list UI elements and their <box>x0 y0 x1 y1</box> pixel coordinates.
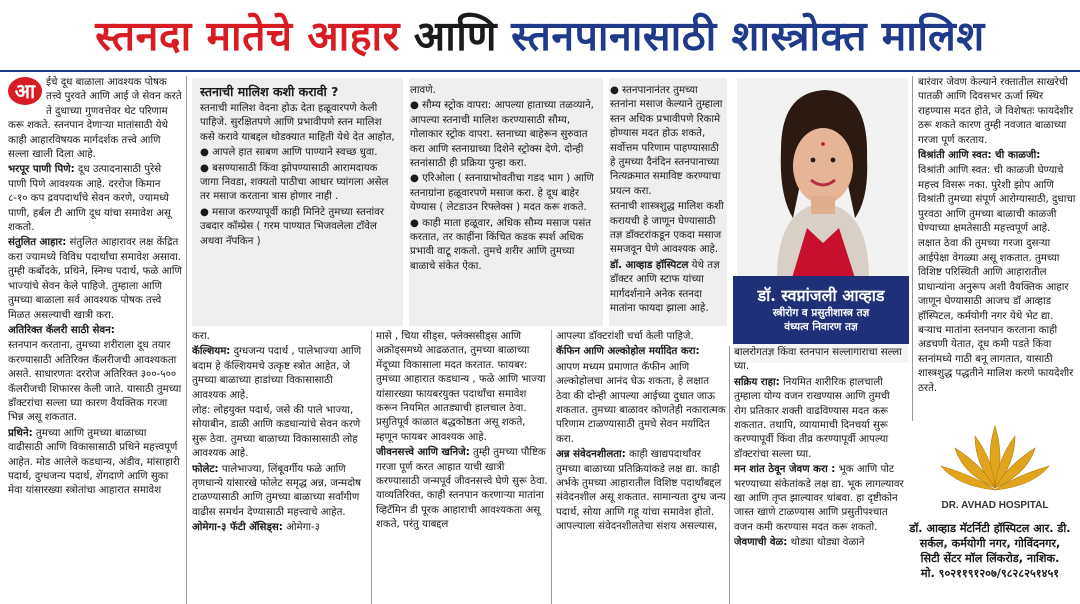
section-text-sensitivity: काही खाद्यपदार्थांवर तुमच्या बाळाच्या प्रतिक्रियांकडे लक्ष द्या. काही अर्भके तुमच्या आहारातील विशिष्ट पदार्थांबद्दल संवेदनशील असू शकतात. सामान्यता दुग्ध जन्य पदार्थ, सोया आणि गहू यांचा समावेश होतो. आपल्याला संवेदनशीलतेचा संशय असल्यास, <box>556 449 726 533</box>
column-divider <box>186 76 187 604</box>
massage-step-compress: ● मसाज करण्यापूर्वी काही मिनिटे तुमच्या स्तनांवर उबदार कॉम्प्रेस ( गरम पाण्यात भिजवलेला टॉवेल अथवा नॅपकिन ) <box>200 206 385 247</box>
headline-part-2: आणि <box>413 12 498 60</box>
dropcap: आ <box>8 77 42 105</box>
continued-text-3: बालरोगतज्ञ किंवा स्तनपान सल्लागाराचा सल्ला घ्या. <box>734 347 902 373</box>
massage-continue: लावणे. <box>410 85 436 96</box>
hospital-logo <box>915 418 1075 528</box>
column-nutrients-1 <box>192 330 368 604</box>
section-text-mindful: भूक आणि पोट भरण्याच्या संकेतांकडे लक्ष द्या. भूक लागल्यावर खा आणि तृप्त झाल्यावर थांबवा. हा दृष्टीकोन जास्त खाणे टाळण्यास आणि प्रसुतीपश्चात वजन कमी करण्यास मदत करू शकतो. <box>734 464 904 533</box>
massage-step-pressure: ● काही माता हळूवार, अधिक सौम्य मसाज पसंत करतात, तर काहींना किंचित कडक स्पर्श अधिक प्रभावी वाटू शकतो. तुमचे शरीर आणि तुमच्या बाळाचे संकेत ऐका. <box>410 217 592 272</box>
hospital-address <box>900 521 1080 604</box>
section-text-timing: थोड्या थोड्या वेळाने <box>787 537 865 549</box>
section-title-timing: जेवणाची वेळ: <box>734 537 788 549</box>
section-text-iron: लोह: लोहयुक्त पदार्थ, जसे की पाले भाज्या, सोयाबीन, डाळी आणि कडधान्यांचे सेवन करणे सुरू ठेवा. तुमच्या बाळाच्या विकासासाठी लोह आवश्यक आहे. <box>192 405 361 460</box>
doctor-name: डॉ. स्वप्नांजली आव्हाड <box>757 286 885 305</box>
column-divider <box>551 330 552 604</box>
section-text-balanced-diet: संतुलित आहारावर लक्ष केंद्रित करा ज्यामध्ये विविध पदार्थांचा समावेश असावा. तुम्ही कर्बोदके, प्रथिने, स्निग्ध पदार्थ, फळे आणि भाज्यांचे सेवन केले पाहिजे. तुम्हाला आणि तुमच्या बाळाला सर्व आवश्यक पोषक तत्त्वे मिळत असल्याची खात्री करा. <box>8 237 182 321</box>
section-text-active: नियमित शारीरिक हालचाली तुम्हाला योग्य वजन राखण्यास आणि तुमची रोग प्रतिकार शक्ती वाढविण्यास मदत करू शकतात. तथापि, व्यायामाची दिनचर्या सुरू करण्यापूर्वी किंवा तीव्र करण्यापूर्वी आपल्या डॉक्टरांचा सल्ला घ्या. <box>734 376 890 460</box>
section-title-mindful: मन शांत ठेवून जेवण करा : <box>734 464 836 476</box>
lotus-logo-icon <box>915 418 1075 514</box>
massage-heading: स्तनाची मालिश कशी करावी ? <box>200 84 339 99</box>
headline-rule <box>0 70 1080 72</box>
massage-col-1 <box>200 84 398 322</box>
headline-part-3: स्तनपानासाठी शास्त्रोक्त मालिश <box>511 12 985 60</box>
section-text-fiber: मासे , चिया सीड्स, फ्लेक्ससीड्स आणि अक्रोड्समध्ये आढळतात, तुमच्या बाळाच्या मेंदूच्या विकासाला मदत करतात. फायबर: तुमच्या आहारात कडधान्य , फळे आणि भाज्या यांसारख्या फायबरयुक्त पदार्थांचा समावेश करून नियमित आतड्याची हालचाल ठेवा. प्रसुतिपूर्व काळात बद्धकोष्ठता असू शकते, म्हणून फायबर आवश्यक आहे. <box>376 331 546 443</box>
section-title-calcium: कॅल्शियम: <box>192 346 231 358</box>
section-title-balanced-diet: संतुलित आहार: <box>8 237 67 249</box>
box-gutter <box>403 78 409 326</box>
section-text-vitamins: तुम्ही तुमच्या पौष्टिक गरजा पूर्ण करत आहात याची खात्री करण्यासाठी जन्मपूर्व जीवनसत्त्वे घेणे सुरू ठेवा. याव्यतिरिक्त, काही स्तनपान करणाऱ्या मातांना व्हिटॅमिन डी पूरक आहाराची आवश्यकता असू शकते, परंतु याबद्दल <box>376 447 548 531</box>
section-title-protein: प्रथिने: <box>8 427 33 439</box>
column-intro <box>8 76 182 604</box>
massage-col-2 <box>410 84 600 322</box>
column-lifestyle <box>734 346 904 604</box>
massage-intro: स्तनाची मालिश वेदना होऊ देता हळूवारपणे केली पाहिजे. सुरक्षितपणे आणि प्रभावीपणे स्तन मालिश कसे करावे याबद्दल थोडक्यात माहिती येथे देत आहोत, <box>200 103 395 143</box>
hospital-benefit: येथे तज्ञ डॉक्टर आणि स्टाफ यांच्या मार्गदर्शनाने अनेक स्तनदा मातांना फायदा झाला आहे. <box>610 259 720 315</box>
section-title-active: सक्रिय राहा: <box>734 376 780 388</box>
section-text-folate: पालेभाज्या, लिंबूवर्गीय फळे आणि तृणधान्ये यांसारखे फोलेट समृद्ध अन्न, जन्मदोष टाळण्यासाठी आणि तुमच्या बाळाच्या सर्वांगीण वाढीस समर्थन देण्यासाठी महत्त्वाचे आहेत. <box>192 463 362 518</box>
column-nutrients-3 <box>556 330 726 604</box>
section-text-protein: तुमच्या आणि तुमच्या बाळाच्या वाढीसाठी आणि विकासासाठी प्रथिने महत्त्वपूर्ण आहेत. मोड आलेले कडधान्य, अंडीव, मांसाहारी पदार्थ, दुग्धजन्य पदार्थ, शेंगदाणे आणि सुका मेवा यांसारख्या स्त्रोतांचा आहारात समावेश <box>8 427 180 497</box>
section-title-vitamins: जीवनसत्त्वे आणि खनिजे: <box>376 447 470 459</box>
column-right <box>918 76 1076 416</box>
logo-text: DR. AVHAD HOSPITAL <box>941 500 1049 511</box>
hospital-name-inline: डॉ. आव्हाड हॉस्पिटल <box>610 259 689 271</box>
address-line-1: डॉ. आव्हाड मॅटर्निटी हॉस्पिटल आर. डी. <box>909 522 1071 535</box>
massage-step-areola: ● एरिओला ( स्तनाग्राभोवतीचा गडद भाग ) आणि स्तनाग्रांना हळूवारपणे मसाज करा. हे दूध बाहेर येण्यास ( लेटडाउन रिफ्लेक्स ) मदत करू शकते. <box>410 173 594 214</box>
section-text-water: दूध उत्पादनासाठी पुरेसे पाणी पिणे आवश्यक आहे. दररोज किमान ८-१० कप द्रवपदार्थांचे सेवन करणे, ज्यामध्ये पाणी, हर्बल टी आणि दूध यांचा समावेश असू शकतो. <box>8 164 171 234</box>
intro-text: ईचे दूध बाळाला आवश्यक पोषक तत्त्वे पुरवते आणि आई जे सेवन करते ते दुधाच्या गुणवत्तेवर थेट परिणाम करू शकते. स्तनपान देणाऱ्या मातांसाठी येथे काही आहारविषयक मार्गदर्शक तत्त्वे आणि सल्ला खाली दिला आहे. <box>8 77 182 161</box>
address-line-2: सर्कल, कर्मयोगी नगर, गोविंदनगर, <box>919 537 1061 550</box>
section-title-caffeine: कॅफिन आणि अल्कोहोल मर्यादित करा: <box>556 346 700 358</box>
headline <box>0 0 1080 70</box>
section-title-folate: फोलेट: <box>192 463 219 475</box>
address-line-3: सिटी सेंटर मॉल लिंकरोड, नाशिक. <box>920 552 1060 565</box>
section-title-sensitivity: अन्न संवेदनशीलता: <box>556 449 626 461</box>
section-title-calories: अतिरिक्त कॅलरी साठी सेवन: <box>8 324 115 336</box>
section-text-omega: ओमेगा-३ <box>282 522 320 534</box>
doctor-portrait-graphic <box>737 78 908 278</box>
headline-part-1: स्तनदा मातेचे आहार <box>95 12 400 60</box>
section-text-calories: स्तनपान करताना, तुमच्या शरीराला दूध तयार करण्यासाठी अतिरिक्त कॅलरीजची आवश्यकता असते. साधारणतः दररोज अतिरिक्त ३००-५०० कॅलरीजची शिफारस केली जाते. यासाठी तुमच्या डॉक्टरांचा सल्ला घ्या कारण वैयक्तिक गरजा भिन्न असू शकतात. <box>8 340 182 424</box>
massage-col-3 <box>610 84 724 322</box>
right-closing: लक्षात ठेवा की तुमच्या गरजा दुसऱ्या आईपेक्षा वेगळ्या असू शकतात. तुमच्या विशिष्ट परिस्थिती आणि आहारातील प्राधान्यांना अनुरूप अशी वैयक्तिक आहार जाणून घेण्यासाठी आजच डॉ आव्हाड हॉस्पिटल, कर्मयोगी नगर येथे भेट द्या. बऱ्याच मातांना स्तनपान करताना काही अडचणी येतात, दूध कमी पडते किंवा स्तनांमध्ये गाठी बनू लागतात, यासाठी शास्त्रशुद्ध पद्धतीने मालिश करणे फायदेशीर ठरते. <box>918 238 1074 394</box>
continued-text: करा. <box>192 331 210 342</box>
section-title-water: भरपूर पाणी पिणे: <box>8 164 75 176</box>
phone-numbers: मो. ९०२११९१२०७/९८२८२५१४५१ <box>920 567 1060 580</box>
column-nutrients-2 <box>376 330 548 604</box>
column-divider <box>912 76 913 421</box>
section-text-calcium: दुग्धजन्य पदार्थ , पालेभाज्या आणि बदाम हे कॅल्शियमचे उत्कृष्ट स्त्रोत आहेत, जे तुमच्या बाळाच्या हाडांच्या विकासासाठी आवश्यक आहे. <box>192 346 362 401</box>
massage-step-position: ● बसण्यासाठी किंवा झोपण्यासाठी आरामदायक जागा निवडा, शक्यतो पाठीचा आधार घ्यांगला असेल तर मसाज करताना त्रास होणार नाही . <box>200 162 389 203</box>
column-divider <box>729 346 730 604</box>
massage-advice: स्तनाची शास्त्रशुद्ध मालिश कशी करायची हे जाणून घेण्यासाठी तज्ञ डॉक्टरांकडून एकदा मसाज समजवून घेणे आवश्यक आहे. <box>610 201 724 256</box>
massage-step-wash: ● आपले हात साबण आणि पाण्याने स्वच्छ धुवा. <box>200 147 378 159</box>
box-gutter <box>603 78 609 326</box>
section-text-caffeine: आपण मध्यम प्रमाणात कॅफीन आणि अल्कोहोलचा आनंद घेऊ शकता, हे लक्षात ठेवा की दोन्ही आपल्या आईच्या दुधात जाऊ शकतात. तुमच्या बाळावर कोणतेही नकारात्मक परिणाम टाळण्यासाठी तुमचे सेवन मर्यादित करा. <box>556 361 726 445</box>
section-title-omega: ओमेगा-३ फॅटी ॲसिड्स: <box>192 522 283 534</box>
section-text-rest: विश्रांती आणि स्वत: ची काळजी घेण्याचे महत्त्व विसरू नका. पुरेशी झोप आणि विश्रांती तुमच्या संपूर्ण आरोग्यासाठी, दुधाचा पुरवठा आणि तुमच्या बाळाची काळजी घेण्याच्या क्षमतेसाठी महत्त्वपूर्ण आहे. <box>918 165 1076 235</box>
doctor-specialty-2: वंध्यत्व निवारण तज्ञ <box>784 321 858 333</box>
doctor-specialty-1: स्त्रीरोग व प्रसुतीशास्त्र तज्ञ <box>772 307 870 319</box>
section-title-rest: विश्रांती आणि स्वत: ची काळजी: <box>918 150 1041 162</box>
massage-step-after: ● स्तनपानानंतर तुमच्या स्तनांना मसाज केल्याने तुम्हाला स्तन अधिक प्रभावीपणे रिकामे होण्यास मदत होऊ शकते, सर्वोत्तम परिणाम पाहण्यासाठी हे तुमच्या दैनंदिन स्तनपानाच्या नित्यक्रमात समाविष्ट करण्याचा प्रयत्न करा. <box>610 85 723 197</box>
right-intro: बारंवार जेवण केल्याने रक्तातील साखरेची पातळी आणि दिवसभर ऊर्जा स्थिर राहण्यास मदत होते, जे विशेषतः फायदेशीर ठरू शकते कारण तुम्ही नवजात बाळाच्या गरजा पूर्ण करताय. <box>918 77 1074 146</box>
continued-text-2: आपल्या डॉक्टरांशी चर्चा केली पाहिजे. <box>556 331 694 342</box>
doctor-name-card <box>733 276 909 344</box>
column-divider <box>371 330 372 604</box>
massage-step-strokes: ● सौम्य स्ट्रोक वापरा: आपल्या हाताच्या तळव्याने, आपल्या स्तनाची मालिश करण्यासाठी सौम्य, गोलाकार स्ट्रोक वापरा. स्तनाच्या बाहेरून सुरुवात करा आणि स्तनाग्राच्या दिशेने स्ट्रोक्स देणे. दोन्ही स्तनांसाठी ही प्रक्रिया पुन्हा करा. <box>410 100 594 170</box>
